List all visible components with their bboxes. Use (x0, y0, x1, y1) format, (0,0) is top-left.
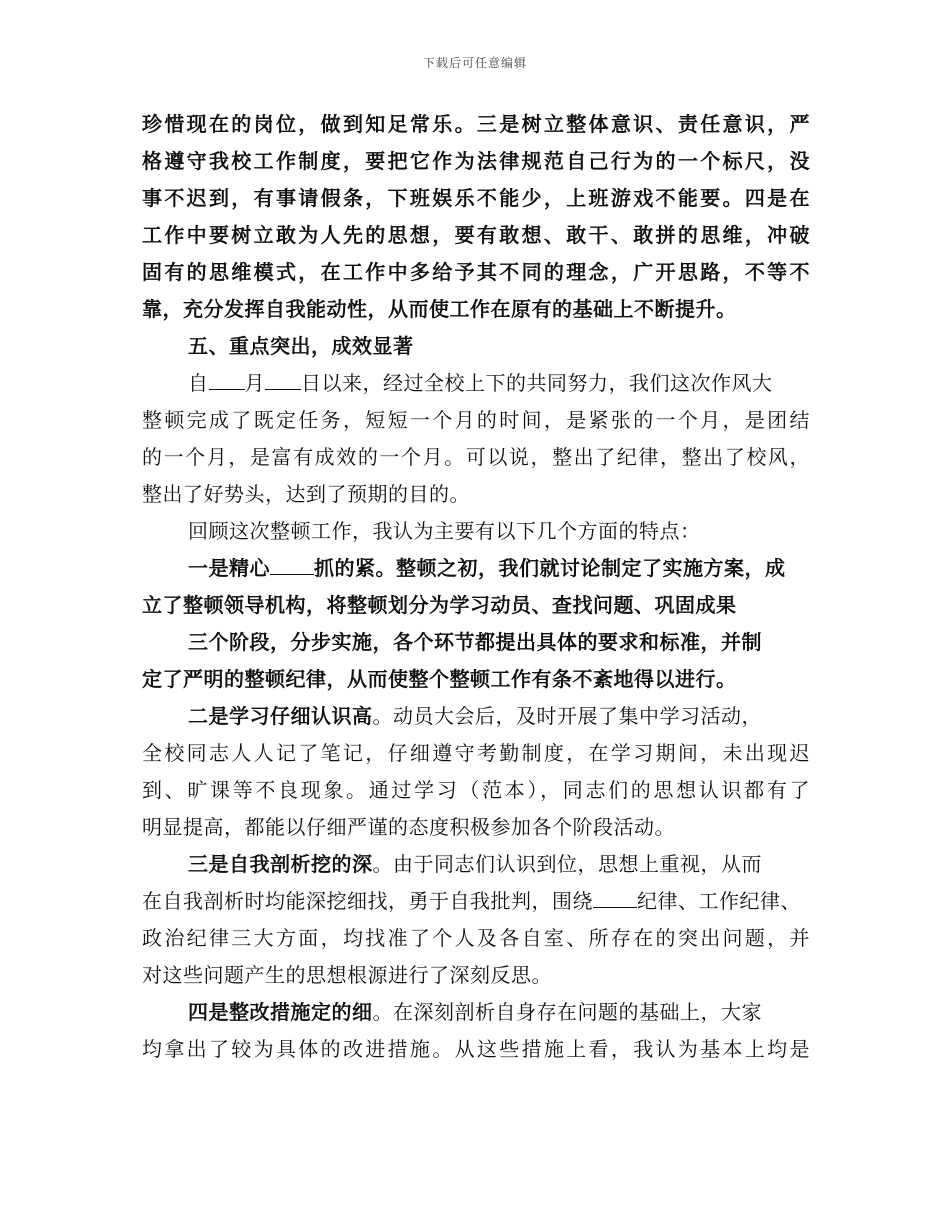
text-line: 均拿出了较为具体的改进措施。从这些措施上看，我认为基本上均是 (142, 1037, 810, 1061)
text-line: 靠，充分发挥自我能动性，从而使工作在原有的基础上不断提升。 (142, 297, 737, 321)
text-line: 明显提高，都能以仔细严谨的态度积极参加各个阶段活动。 (142, 815, 675, 839)
text-line: 的一个月，是富有成效的一个月。可以说，整出了纪律，整出了校风， (142, 445, 810, 469)
text-line: 三个阶段，分步实施，各个环节都提出具体的要求和标准，并制 (188, 630, 762, 654)
text-line: 全校同志人人记了笔记，仔细遵守考勤制度，在学习期间，未出现迟 (142, 741, 810, 765)
point-three (142, 846, 810, 994)
section-heading: 五、重点突出，成效显著 (188, 334, 414, 358)
text-line: 格遵守我校工作制度，要把它作为法律规范自己行为的一个标尺，没 (142, 149, 810, 173)
text-line: 四是整改措施定的细。在深刻剖析自身存在问题的基础上，大家 (188, 1000, 762, 1024)
text-line: 立了整顿领导机构，将整顿划分为学习动员、查找问题、巩固成果 (142, 593, 737, 617)
text-line: 在自我剖析时均能深挖细找，勇于自我批判，围绕 纪律、工作纪律、 (142, 889, 801, 913)
point-four (142, 994, 810, 1068)
text-line: 一是精心 抓的紧。整顿之初，我们就讨论制定了实施方案，成 (188, 556, 786, 580)
paragraph-summary (142, 365, 810, 513)
blank-underline (593, 906, 637, 908)
blank-underline (209, 388, 245, 390)
point-title: 三是自我剖析挖的深 (188, 852, 373, 876)
text-line: 自 月 日以来，经过全校上下的共同努力，我们这次作风大 (188, 371, 773, 395)
document-body (142, 106, 810, 1068)
point-one (142, 550, 810, 698)
text-line: 整顿完成了既定任务，短短一个月的时间，是紧张的一个月，是团结 (142, 408, 810, 432)
text-line: 珍惜现在的岗位，做到知足常乐。三是树立整体意识、责任意识，严 (142, 112, 810, 136)
text-line: 三是自我剖析挖的深。由于同志们认识到位，思想上重视，从而 (188, 852, 762, 876)
text-line: 政治纪律三大方面，均找准了个人及各自室、所存在的突出问题，并 (142, 926, 810, 950)
text-line: 事不迟到，有事请假条，下班娱乐不能少，上班游戏不能要。四是在 (142, 186, 810, 210)
text-line: 整出了好势头，达到了预期的目的。 (142, 482, 470, 506)
blank-underline (270, 573, 314, 575)
text-line: 固有的思维模式，在工作中多给予其不同的理念，广开思路，不等不 (142, 260, 810, 284)
page-header: 下载后可任意编辑 (422, 56, 527, 70)
paragraph-continued (142, 106, 810, 328)
paragraph-intro: 回顾这次整顿工作，我认为主要有以下几个方面的特点： (188, 519, 701, 543)
point-title: 二是学习仔细认识高 (188, 704, 373, 728)
text-line: 到、旷课等不良现象。通过学习（范本），同志们的思想认识都有了 (142, 778, 810, 802)
point-title: 四是整改措施定的细 (188, 1000, 373, 1024)
text-line: 定了严明的整顿纪律，从而使整个整顿工作有条不紊地得以进行。 (142, 667, 737, 691)
text-line: 对这些问题产生的思想根源进行了深刻反思。 (142, 963, 552, 987)
blank-underline (265, 388, 301, 390)
text-line: 二是学习仔细认识高。动员大会后，及时开展了集中学习活动， (188, 704, 762, 728)
point-two (142, 698, 810, 846)
text-line: 工作中要树立敢为人先的思想，要有敢想、敢干、敢拼的思维，冲破 (142, 223, 810, 247)
